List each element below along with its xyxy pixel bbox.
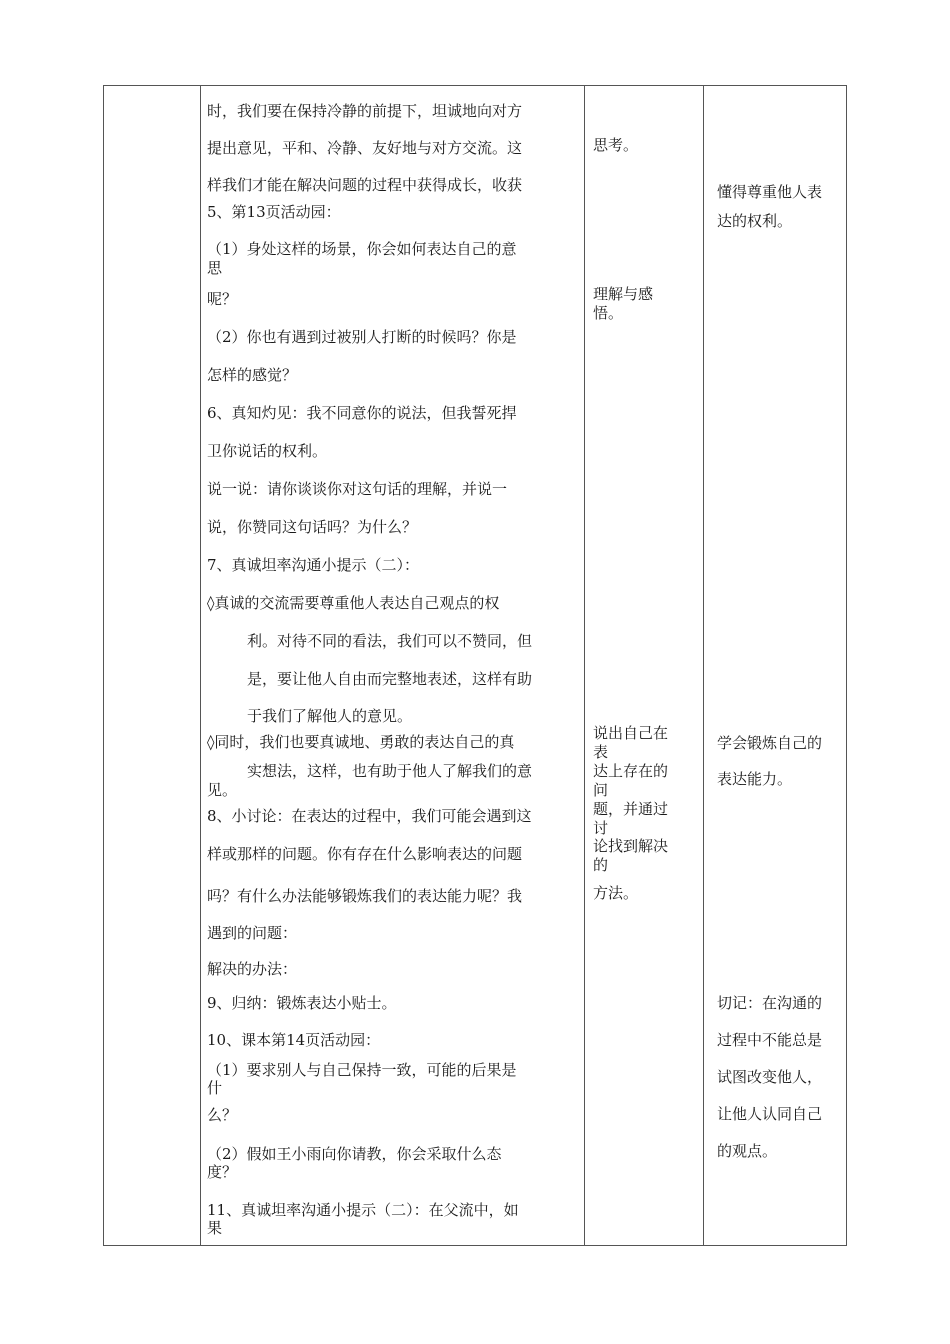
- content-line: 样我们才能在解决问题的过程中获得成长，收获: [207, 176, 523, 194]
- intent-line: 的观点。: [717, 1142, 778, 1160]
- content-line: 果: [207, 1219, 223, 1237]
- column-divider: [200, 86, 201, 1245]
- content-line: 样或那样的问题。你有存在什么影响表达的问题: [207, 845, 523, 863]
- content-line: 于我们了解他人的意见。: [247, 707, 413, 725]
- content-line: 7、真诚坦率沟通小提示（二）：: [207, 556, 420, 574]
- content-line: （2）你也有遇到过被别人打断的时候吗？你是: [207, 328, 517, 346]
- content-line: 10、课本第14页活动园：: [207, 1031, 381, 1049]
- content-line: 6、真知灼见：我不同意你的说法，但我誓死捍: [207, 404, 517, 422]
- column-divider: [703, 86, 704, 1245]
- intent-line: 试图改变他人，: [717, 1068, 823, 1086]
- intent-line: 达的权利。: [717, 212, 793, 230]
- content-line: 什: [207, 1079, 223, 1097]
- activity-line: 题，并通过: [593, 800, 669, 818]
- content-line: 度？: [207, 1163, 238, 1181]
- content-line: 卫你说话的权利。: [207, 442, 328, 460]
- content-line: 见。: [207, 781, 238, 799]
- intent-line: 表达能力。: [717, 770, 793, 788]
- activity-line: 讨: [593, 819, 609, 837]
- content-line: 时，我们要在保持冷静的前提下，坦诚地向对方: [207, 102, 523, 120]
- activity-line: 达上存在的: [593, 762, 669, 780]
- activity-line: 方法。: [593, 884, 639, 902]
- activity-line: 论找到解决: [593, 837, 669, 855]
- content-line: ◊同时，我们也要真诚地、勇敢的表达自己的真: [207, 733, 515, 751]
- content-line: 提出意见，平和、冷静、友好地与对方交流。这: [207, 139, 523, 157]
- content-line: 说一说：请你谈谈你对这句话的理解，并说一: [207, 480, 508, 498]
- content-line: 么？: [207, 1106, 238, 1124]
- activity-line: 表: [593, 743, 609, 761]
- content-line: 是，要让他人自由而完整地表述，这样有助: [247, 670, 533, 688]
- activity-line: 悟。: [593, 304, 624, 322]
- activity-line: 问: [593, 781, 609, 799]
- content-line: （1）要求别人与自己保持一致，可能的后果是: [207, 1061, 517, 1079]
- content-line: 11、真诚坦率沟通小提示（二）：在父流中，如: [207, 1201, 519, 1219]
- content-line: 怎样的感觉？: [207, 366, 298, 384]
- content-line: 实想法，这样，也有助于他人了解我们的意: [247, 762, 533, 780]
- content-line: 8、小讨论：在表达的过程中，我们可能会遇到这: [207, 807, 532, 825]
- activity-line: 思考。: [593, 136, 639, 154]
- content-line: 9、归纳：锻炼表达小贴士。: [207, 994, 397, 1012]
- content-line: 吗？有什么办法能够锻炼我们的表达能力呢？我: [207, 887, 523, 905]
- intent-line: 懂得尊重他人表: [717, 183, 823, 201]
- content-line: （2）假如王小雨向你请教，你会采取什么态: [207, 1145, 502, 1163]
- activity-line: 理解与感: [593, 285, 654, 303]
- intent-line: 学会锻炼自己的: [717, 734, 823, 752]
- activity-line: 说出自己在: [593, 724, 669, 742]
- content-line: ◊真诚的交流需要尊重他人表达自己观点的权: [207, 594, 500, 612]
- content-line: 解决的办法：: [207, 960, 298, 978]
- intent-line: 切记：在沟通的: [717, 994, 823, 1012]
- content-line: 呢？: [207, 290, 238, 308]
- intent-line: 过程中不能总是: [717, 1031, 823, 1049]
- column-divider: [584, 86, 585, 1245]
- content-line: 利。对待不同的看法，我们可以不赞同，但: [247, 632, 533, 650]
- intent-line: 让他人认同自己: [717, 1105, 823, 1123]
- content-line: 遇到的问题：: [207, 924, 298, 942]
- content-line: 思: [207, 259, 223, 277]
- content-line: 5、第13页活动园：: [207, 203, 341, 221]
- content-line: 说，你赞同这句话吗？为什么？: [207, 518, 418, 536]
- activity-line: 的: [593, 856, 609, 874]
- content-line: （1）身处这样的场景，你会如何表达自己的意: [207, 240, 517, 258]
